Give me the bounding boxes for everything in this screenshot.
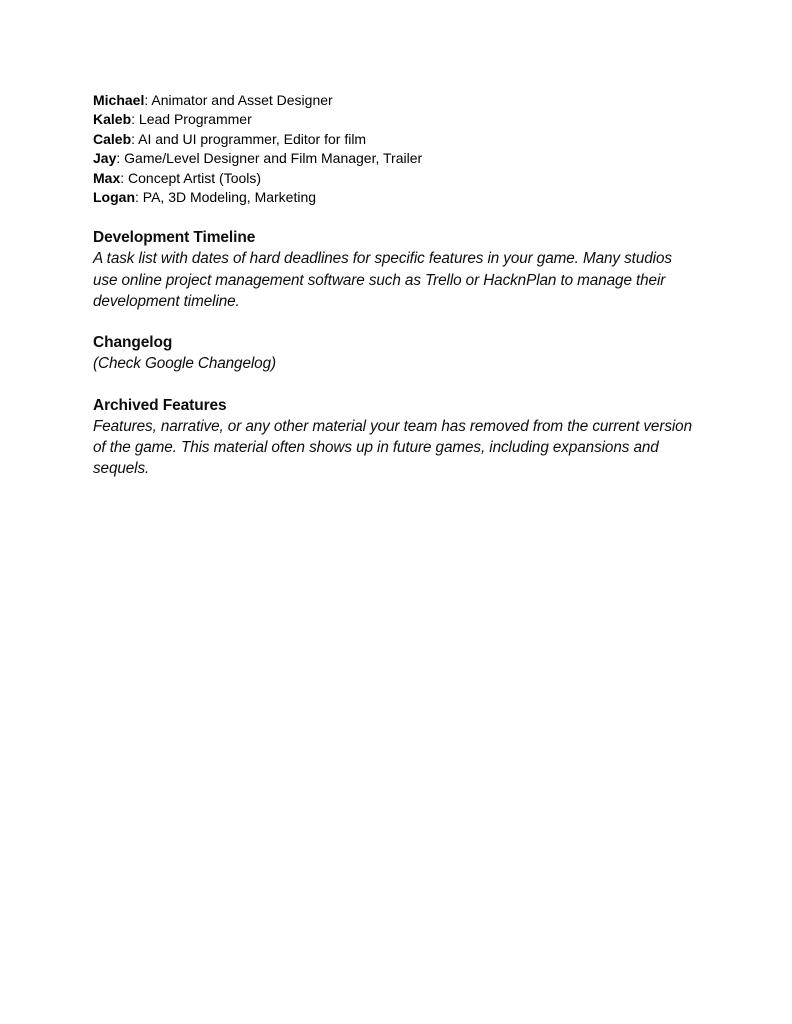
team-member-line <box>93 169 699 188</box>
team-member-name: Max <box>93 169 121 186</box>
team-role-list <box>93 91 699 207</box>
section-body: (Check Google Changelog) <box>93 355 276 373</box>
team-member-role: : Concept Artist (Tools) <box>120 169 262 186</box>
section-changelog <box>93 332 699 374</box>
team-member-role: : Lead Programmer <box>131 111 252 128</box>
team-member-name: Jay <box>93 150 117 167</box>
team-member-name: Caleb <box>93 130 132 147</box>
section-heading: Changelog <box>93 334 173 352</box>
document-content <box>93 91 699 480</box>
team-member-line <box>93 188 699 207</box>
team-member-role: : Game/Level Designer and Film Manager, Trailer <box>116 150 423 167</box>
team-member-line <box>93 91 699 110</box>
team-member-line <box>93 130 699 149</box>
section-body: Features, narrative, or any other material your team has removed from the current version of the game. This material often shows up in future games, including expansions and sequels. <box>93 417 692 478</box>
team-member-line <box>93 149 699 168</box>
team-member-name: Logan <box>93 189 135 206</box>
team-member-line <box>93 110 699 129</box>
team-member-role: : AI and UI programmer, Editor for film <box>131 130 367 147</box>
section-heading: Archived Features <box>93 396 227 414</box>
team-member-role: : PA, 3D Modeling, Marketing <box>135 189 317 206</box>
section-heading: Development Timeline <box>93 229 256 247</box>
section-body: A task list with dates of hard deadlines for specific features in your game. Many studios use online project management software such as Trello or HacknPlan to manage their development timeline. <box>93 250 672 311</box>
section-archived-features <box>93 395 699 480</box>
team-member-role: : Animator and Asset Designer <box>144 92 333 108</box>
section-development-timeline <box>93 227 699 312</box>
team-member-name: Kaleb <box>93 111 132 128</box>
team-member-name: Michael <box>93 92 145 108</box>
